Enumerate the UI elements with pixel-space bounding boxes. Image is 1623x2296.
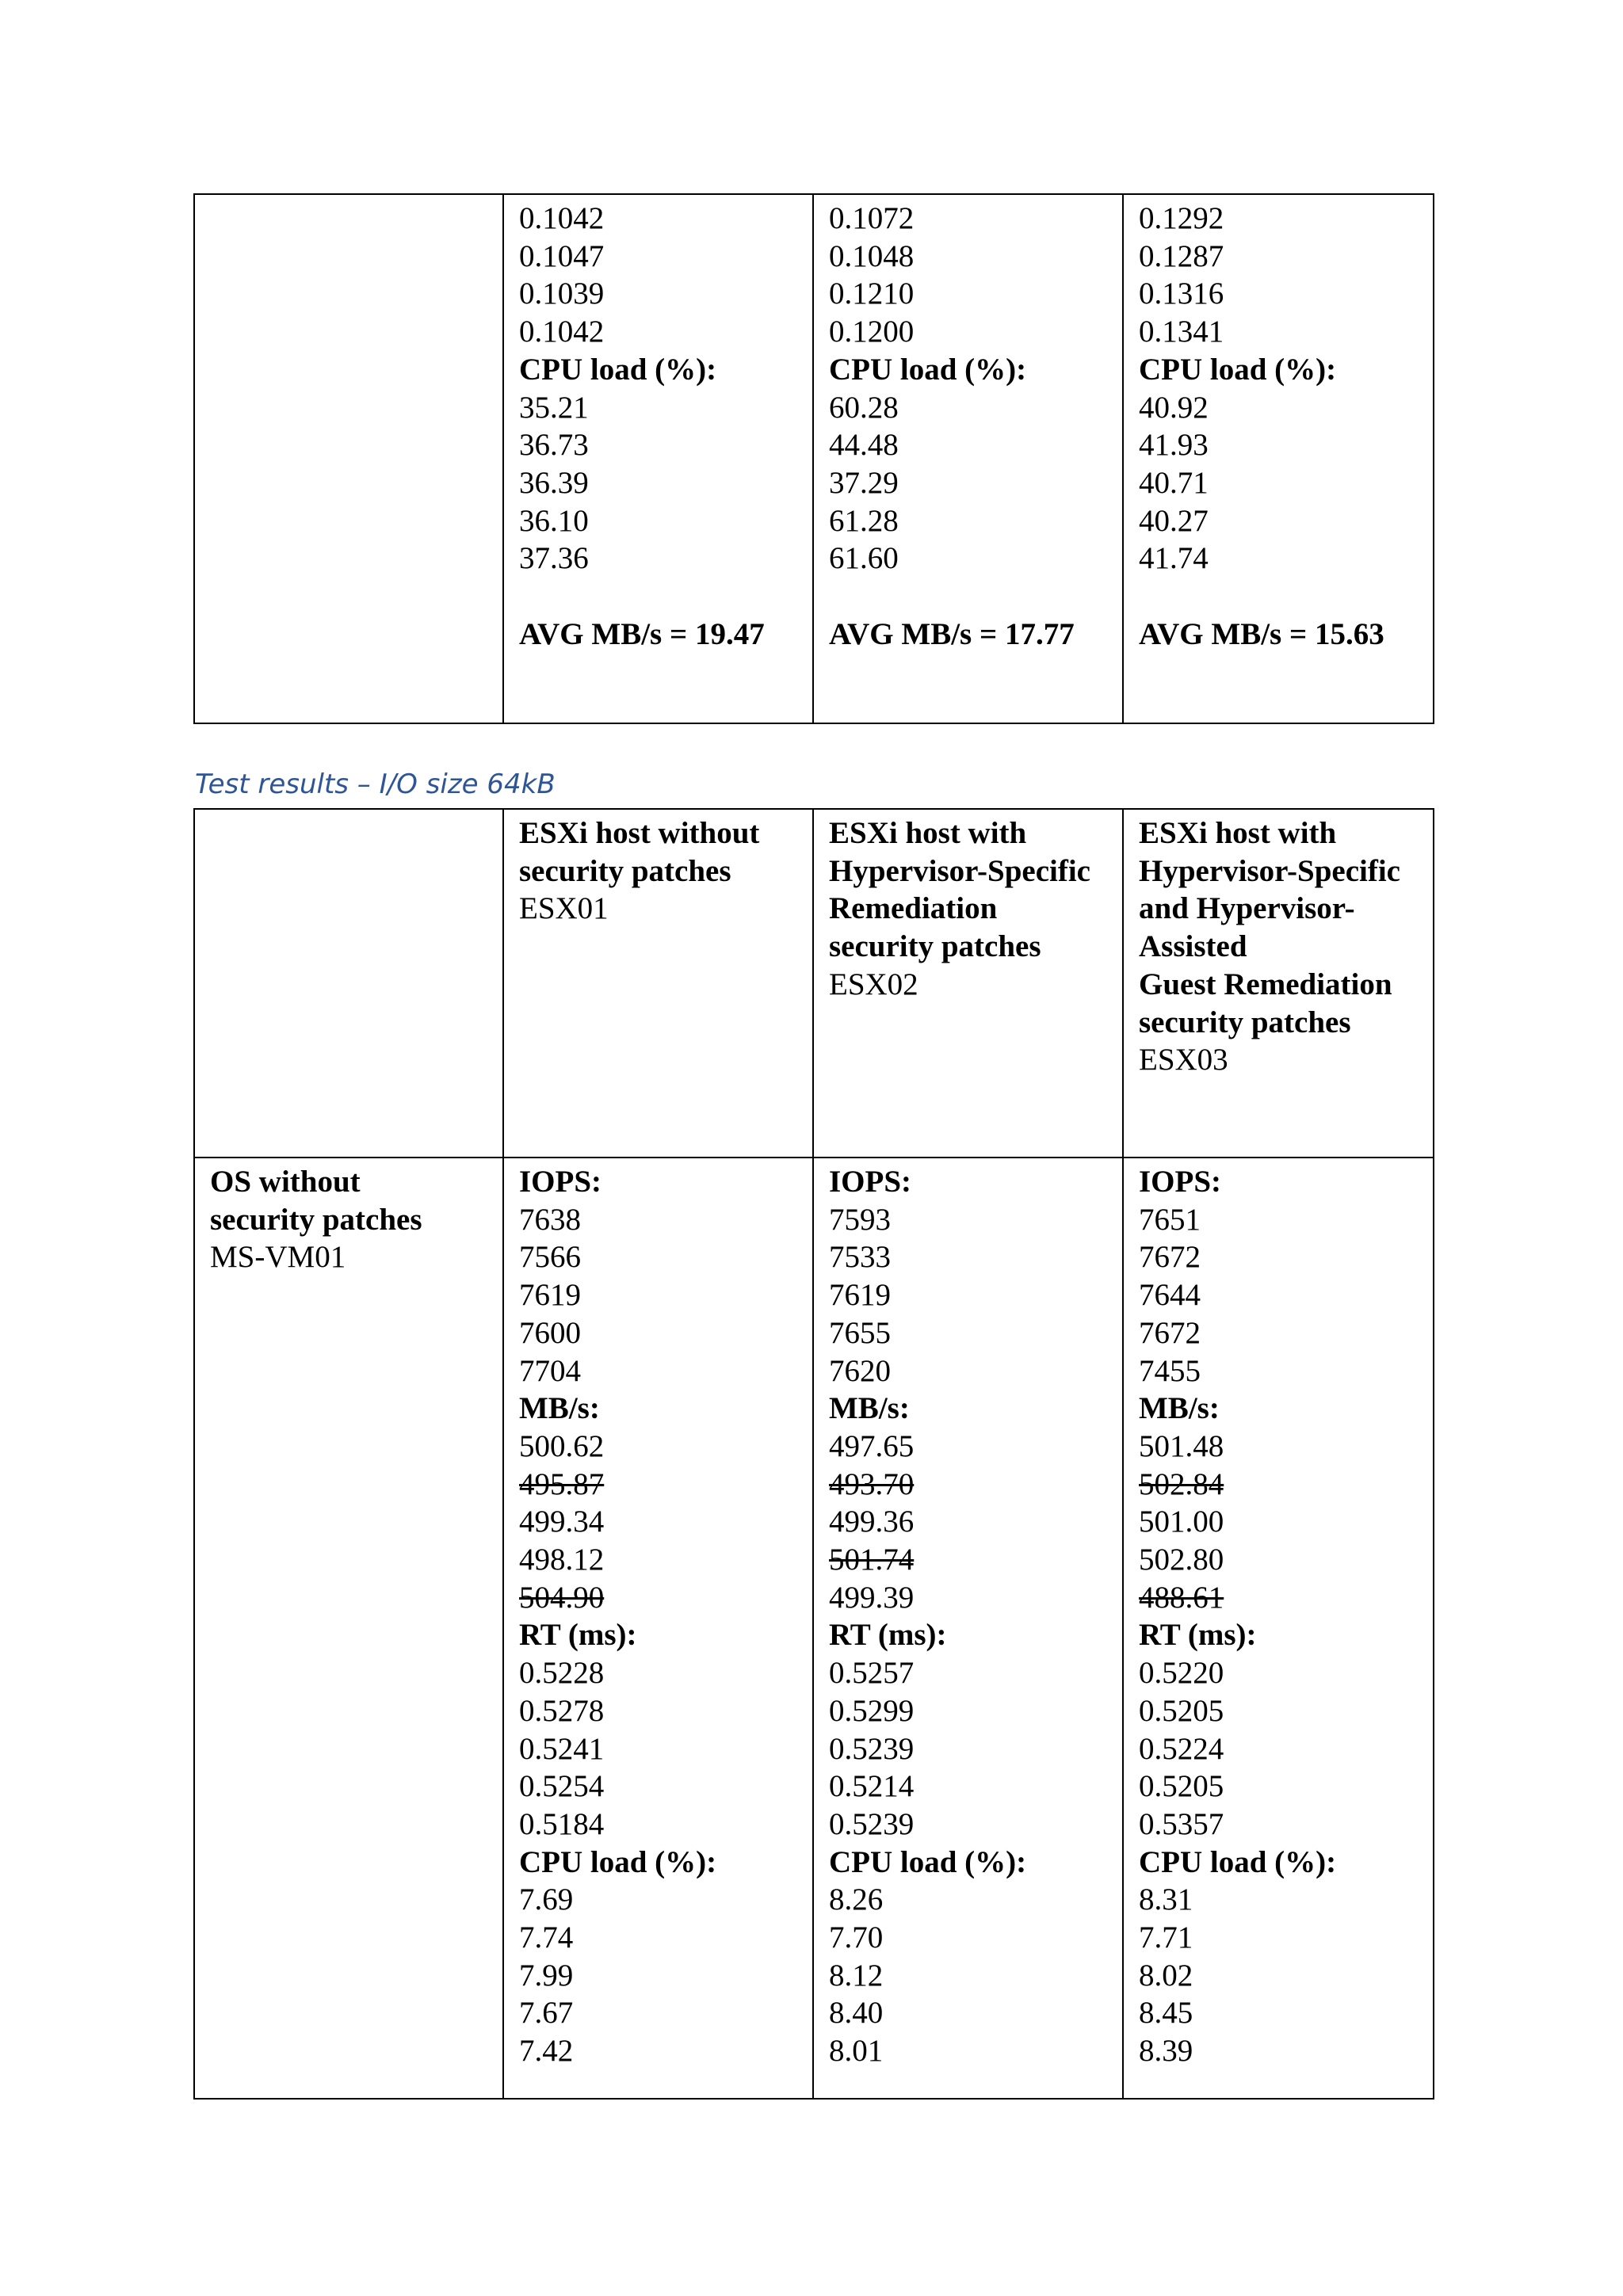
metric-label: MB/s: — [829, 1391, 910, 1426]
table-header-row — [194, 809, 1434, 1158]
cell-line: 37.36 — [519, 541, 589, 576]
cell-line: 0.1341 — [1139, 315, 1224, 349]
metric-label: ESXi host with — [829, 816, 1027, 850]
esx01-cell — [503, 194, 813, 723]
cell-line: 40.92 — [1139, 390, 1209, 425]
esx02-ms-vm01-cell — [813, 1158, 1123, 2099]
cell-line: 7600 — [519, 1315, 581, 1350]
cell-line: 0.1047 — [519, 238, 605, 273]
cell-line: 0.5357 — [1139, 1806, 1224, 1841]
cell-line: 7644 — [1139, 1278, 1201, 1313]
cell-line: 40.71 — [1139, 465, 1209, 500]
cell-line: 0.1048 — [829, 238, 915, 273]
metric-label: CPU load (%): — [829, 1844, 1027, 1879]
struck-value: 488.61 — [1139, 1580, 1224, 1615]
cell-line: 36.10 — [519, 503, 589, 538]
cell-line: 0.5257 — [829, 1656, 915, 1691]
cell-line: 0.5241 — [519, 1731, 605, 1766]
metric-label: RT (ms): — [829, 1618, 947, 1653]
cell-line: 7672 — [1139, 1315, 1201, 1350]
cell-line: 0.5184 — [519, 1806, 605, 1841]
struck-value: 504.90 — [519, 1580, 605, 1615]
cell-line: 7.99 — [519, 1958, 574, 1993]
cell-line: 0.1210 — [829, 277, 915, 311]
cell-line: ESX02 — [829, 967, 918, 1001]
header-esx03 — [1123, 809, 1434, 1158]
cell-line: 36.73 — [519, 428, 589, 463]
cell-line: 44.48 — [829, 428, 899, 463]
metric-label: IOPS: — [1139, 1165, 1222, 1199]
cell-line: 0.1039 — [519, 277, 605, 311]
cell-line: 7593 — [829, 1202, 891, 1237]
struck-value: 495.87 — [519, 1466, 605, 1501]
cell-line: 0.1200 — [829, 315, 915, 349]
cell-line: 502.80 — [1139, 1543, 1224, 1577]
esx03-cell — [1123, 194, 1434, 723]
cell-line: 0.5205 — [1139, 1693, 1224, 1728]
cell-line: 501.48 — [1139, 1428, 1224, 1463]
metric-label: RT (ms): — [1139, 1618, 1257, 1653]
metric-label: security patches — [210, 1202, 422, 1237]
results-table-64kb — [193, 808, 1434, 2100]
metric-label: IOPS: — [519, 1165, 602, 1199]
cell-line: 498.12 — [519, 1543, 605, 1577]
metric-label: and Hypervisor- — [1139, 891, 1355, 926]
cell-line: 8.40 — [829, 1996, 884, 2031]
cell-line: 7.71 — [1139, 1920, 1193, 1955]
header-esx02 — [813, 809, 1123, 1158]
cell-line: 499.36 — [829, 1505, 915, 1539]
row-label-ms-vm01 — [194, 1158, 503, 2099]
metric-label: Assisted — [1139, 929, 1247, 964]
cell-line: 500.62 — [519, 1428, 605, 1463]
cell-line: 0.5278 — [519, 1693, 605, 1728]
cell-line: 7655 — [829, 1315, 891, 1350]
cell-line: 41.93 — [1139, 428, 1209, 463]
cell-line: 7.67 — [519, 1996, 574, 2031]
cell-line: 0.1042 — [519, 315, 605, 349]
metric-label: CPU load (%): — [1139, 1844, 1337, 1879]
cell-line: ESX01 — [519, 891, 609, 926]
metric-label: MB/s: — [519, 1391, 600, 1426]
struck-value: 493.70 — [829, 1466, 915, 1501]
cell-line: 37.29 — [829, 465, 899, 500]
cell-line: 0.5205 — [1139, 1769, 1224, 1804]
cell-line: 7651 — [1139, 1202, 1201, 1237]
cell-line: 60.28 — [829, 390, 899, 425]
metric-label: AVG MB/s = 19.47 — [519, 616, 765, 651]
cell-line: 0.1292 — [1139, 201, 1224, 235]
cell-line: MS-VM01 — [210, 1240, 346, 1275]
metric-label: security patches — [829, 929, 1041, 964]
metric-label: AVG MB/s = 17.77 — [829, 616, 1075, 651]
cell-line: 36.39 — [519, 465, 589, 500]
struck-value: 502.84 — [1139, 1466, 1224, 1501]
cell-line: 7.70 — [829, 1920, 884, 1955]
cell-line: 7619 — [829, 1278, 891, 1313]
metric-label: Hypervisor-Specific — [1139, 853, 1400, 888]
cell-line: 501.00 — [1139, 1505, 1224, 1539]
header-esx01 — [503, 809, 813, 1158]
metric-label: CPU load (%): — [829, 352, 1027, 387]
cell-line: 8.01 — [829, 2034, 884, 2069]
cell-line: 35.21 — [519, 390, 589, 425]
cell-line: 7455 — [1139, 1353, 1201, 1388]
cell-line — [519, 578, 812, 616]
cell-line — [829, 578, 1122, 616]
cell-line: 0.1316 — [1139, 277, 1224, 311]
cell-line: 0.5228 — [519, 1656, 605, 1691]
section-caption: Test results – I/O size 64kB — [195, 769, 556, 800]
results-table-continued — [193, 193, 1434, 724]
cell-line: 7619 — [519, 1278, 581, 1313]
table-row — [194, 1158, 1434, 2099]
cell-line: ESX03 — [1139, 1043, 1228, 1077]
cell-line: 7638 — [519, 1202, 581, 1237]
metric-label: OS without — [210, 1165, 361, 1199]
cell-line: 7.69 — [519, 1882, 574, 1917]
metric-label: ESXi host with — [1139, 816, 1337, 850]
metric-label: security patches — [519, 853, 731, 888]
cell-line: 499.34 — [519, 1505, 605, 1539]
cell-line: 41.74 — [1139, 541, 1209, 576]
metric-label: CPU load (%): — [519, 352, 717, 387]
cell-line: 8.26 — [829, 1882, 884, 1917]
cell-line: 0.5224 — [1139, 1731, 1224, 1766]
cell-line: 7566 — [519, 1240, 581, 1275]
cell-line: 7.42 — [519, 2034, 574, 2069]
cell-line: 0.5239 — [829, 1806, 915, 1841]
metric-label: Guest Remediation — [1139, 967, 1392, 1001]
cell-line: 8.45 — [1139, 1996, 1193, 2031]
cell-line: 0.1287 — [1139, 238, 1224, 273]
metric-label: CPU load (%): — [519, 1844, 717, 1879]
metric-label: MB/s: — [1139, 1391, 1220, 1426]
row-label-cell-empty — [194, 194, 503, 723]
cell-line: 61.60 — [829, 541, 899, 576]
cell-line: 7533 — [829, 1240, 891, 1275]
cell-line: 40.27 — [1139, 503, 1209, 538]
metric-label: CPU load (%): — [1139, 352, 1337, 387]
struck-value: 501.74 — [829, 1543, 915, 1577]
metric-label: AVG MB/s = 15.63 — [1139, 616, 1384, 651]
cell-line: 0.5254 — [519, 1769, 605, 1804]
cell-line: 61.28 — [829, 503, 899, 538]
cell-line: 0.5239 — [829, 1731, 915, 1766]
cell-line: 7.74 — [519, 1920, 574, 1955]
cell-line: 499.39 — [829, 1580, 915, 1615]
metric-label: IOPS: — [829, 1165, 912, 1199]
header-empty-cell — [194, 809, 503, 1158]
esx01-ms-vm01-cell — [503, 1158, 813, 2099]
cell-line: 8.31 — [1139, 1882, 1193, 1917]
esx02-cell — [813, 194, 1123, 723]
cell-line: 8.02 — [1139, 1958, 1193, 1993]
metric-label: ESXi host without — [519, 816, 760, 850]
cell-line: 7672 — [1139, 1240, 1201, 1275]
metric-label: security patches — [1139, 1005, 1351, 1039]
cell-line: 0.1072 — [829, 201, 915, 235]
cell-line — [1139, 578, 1433, 616]
cell-line: 7704 — [519, 1353, 581, 1388]
metric-label: RT (ms): — [519, 1618, 637, 1653]
cell-line: 0.5214 — [829, 1769, 915, 1804]
cell-line: 8.12 — [829, 1958, 884, 1993]
metric-label: Hypervisor-Specific — [829, 853, 1090, 888]
cell-line: 0.1042 — [519, 201, 605, 235]
cell-line: 8.39 — [1139, 2034, 1193, 2069]
cell-line: 7620 — [829, 1353, 891, 1388]
cell-line: 0.5299 — [829, 1693, 915, 1728]
cell-line: 497.65 — [829, 1428, 915, 1463]
metric-label: Remediation — [829, 891, 998, 926]
table-row — [194, 194, 1434, 723]
esx03-ms-vm01-cell — [1123, 1158, 1434, 2099]
cell-line: 0.5220 — [1139, 1656, 1224, 1691]
